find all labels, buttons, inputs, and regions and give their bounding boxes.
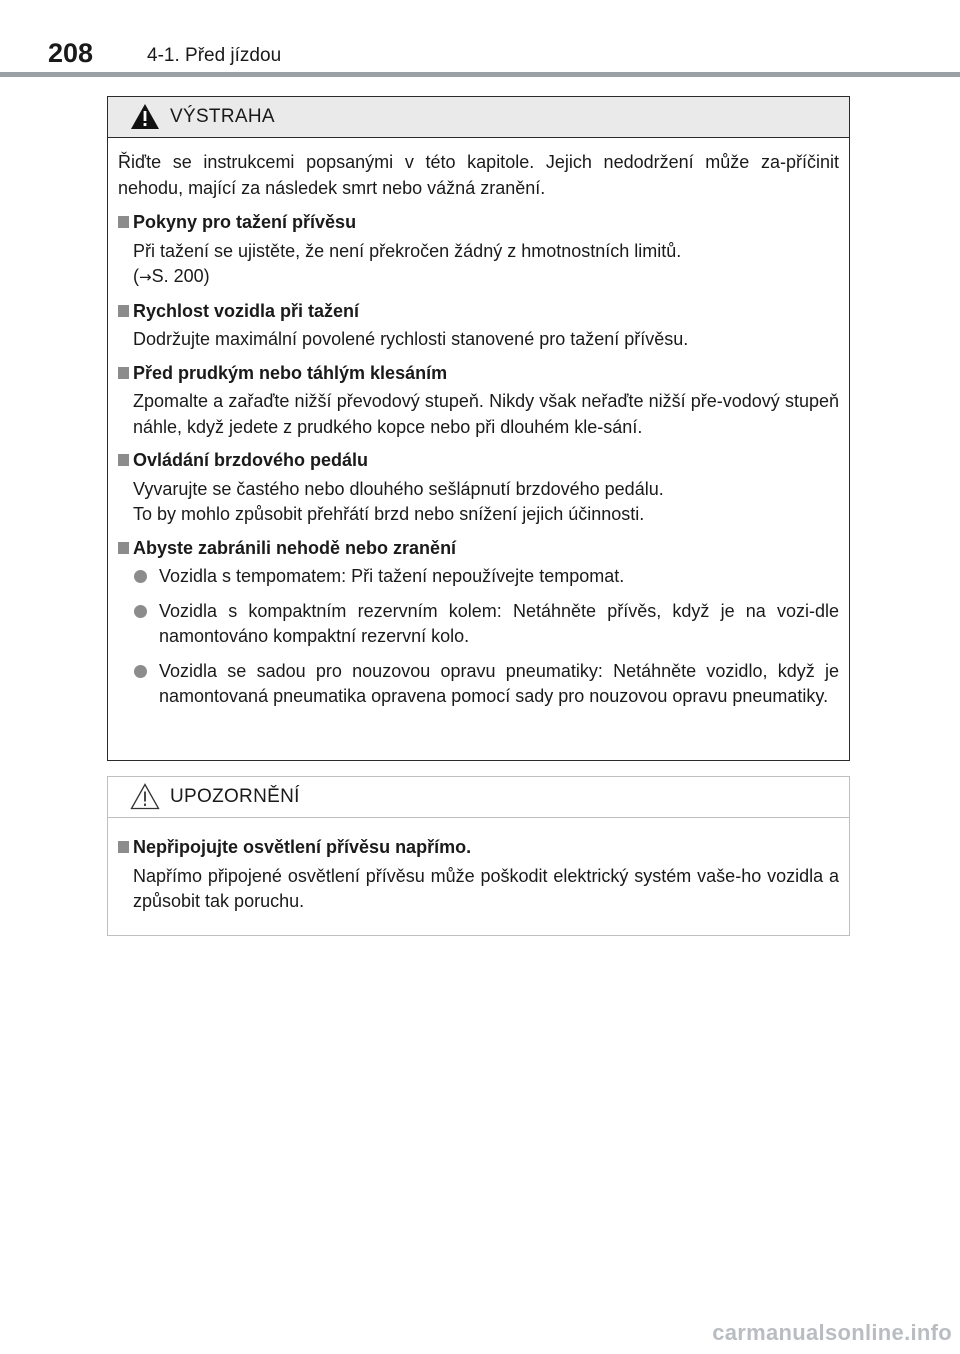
warning-triangle-filled-icon: [130, 103, 160, 130]
section-heading: [118, 536, 839, 562]
warning-box: [107, 96, 850, 761]
caution-box-header: [108, 777, 849, 818]
list-item-text: Vozidla s kompaktním rezervním kolem: Netáhněte přívěs, když je na vozi-dle namontováno kompaktní rezervní kolo.: [159, 600, 839, 646]
ref-open: (: [133, 266, 139, 286]
section-text-line: Zpomalte a zařaďte nižší převodový stupeň. Nikdy však neřaďte nižší pře-vodový stupeň náhle, když jedete z prudkého kopce nebo při dlouhém kle-sání.: [133, 391, 839, 437]
list-item: [132, 659, 839, 710]
list-item: [132, 564, 839, 590]
square-bullet-icon: [118, 216, 129, 228]
section-text-line: To by mohlo způsobit přehřátí brzd nebo snížení jejich účinnosti.: [133, 504, 645, 524]
warning-box-header: [108, 97, 849, 138]
square-bullet-icon: [118, 542, 129, 554]
header-rule: [0, 72, 960, 77]
section-heading-text: Rychlost vozidla při tažení: [133, 300, 360, 321]
section-text: [118, 327, 839, 353]
warning-section-towing-speed: [118, 299, 839, 353]
warning-section-towing-guidelines: [118, 210, 839, 291]
ref-text: S. 200): [151, 266, 210, 286]
warning-label: VÝSTRAHA: [170, 106, 275, 127]
caution-label: UPOZORNĚNÍ: [170, 786, 300, 807]
caution-box: [107, 776, 850, 936]
list-item-text: Vozidla se sadou pro nouzovou opravu pneumatiky: Netáhněte vozidlo, když je namontovaná pneumatika opravena pomocí sady pro nouzovou opravu pneumatiky.: [159, 660, 839, 706]
bullet-list: [118, 564, 839, 710]
round-bullet-icon: [134, 570, 147, 583]
section-text-line: Vyvarujte se častého nebo dlouhého sešlápnutí brzdového pedálu.: [133, 478, 664, 499]
round-bullet-icon: [134, 665, 147, 678]
round-bullet-icon: [134, 605, 147, 618]
section-heading-text: Abyste zabránili nehodě nebo zranění: [133, 537, 457, 558]
section-text-line: Při tažení se ujistěte, že není překročen žádný z hmotnostních limitů.: [133, 240, 682, 261]
square-bullet-icon: [118, 841, 129, 853]
caution-section-trailer-lights: [118, 835, 839, 915]
section-heading: [118, 299, 839, 325]
section-text: [118, 477, 839, 528]
page-reference[interactable]: [133, 264, 839, 291]
square-bullet-icon: [118, 305, 129, 317]
section-text: [118, 864, 839, 915]
section-heading: [118, 448, 839, 474]
section-heading-text: Před prudkým nebo táhlým klesáním: [133, 362, 448, 383]
warning-section-steep-descent: [118, 361, 839, 441]
section-text-line: Napřímo připojené osvětlení přívěsu může poškodit elektrický systém vaše-ho vozidla a způsobit tak poruchu.: [133, 865, 839, 911]
arrow-right-icon: →: [139, 268, 152, 286]
square-bullet-icon: [118, 367, 129, 379]
caution-box-body: [108, 818, 849, 915]
section-title: 4-1. Před jízdou: [147, 45, 282, 66]
warning-intro: Řiďte se instrukcemi popsanými v této kapitole. Jejich nedodržení může za-příčinit nehodu, mající za následek smrt nebo vážná zranění.: [118, 152, 839, 198]
section-heading: [118, 835, 839, 861]
warning-section-brake-pedal: [118, 448, 839, 528]
section-text: [118, 239, 839, 291]
list-item: [132, 599, 839, 650]
section-heading-text: Ovládání brzdového pedálu: [133, 450, 369, 470]
warning-section-prevent-accident: [118, 536, 839, 710]
list-item-text: Vozidla s tempomatem: Při tažení nepoužívejte tempomat.: [159, 566, 625, 586]
warning-triangle-outline-icon: [130, 783, 160, 810]
page-number: 208: [48, 38, 94, 68]
section-text-line: Dodržujte maximální povolené rychlosti stanovené pro tažení přívěsu.: [133, 329, 689, 349]
section-heading-text: Nepřipojujte osvětlení přívěsu napřímo.: [133, 837, 472, 857]
section-heading: [118, 210, 839, 236]
square-bullet-icon: [118, 454, 129, 466]
warning-box-body: [108, 138, 849, 710]
section-text: [118, 389, 839, 440]
watermark: carmanualsonline.info: [712, 1320, 952, 1345]
page-header: [0, 0, 960, 80]
section-heading: [118, 361, 839, 387]
section-heading-text: Pokyny pro tažení přívěsu: [133, 212, 357, 232]
